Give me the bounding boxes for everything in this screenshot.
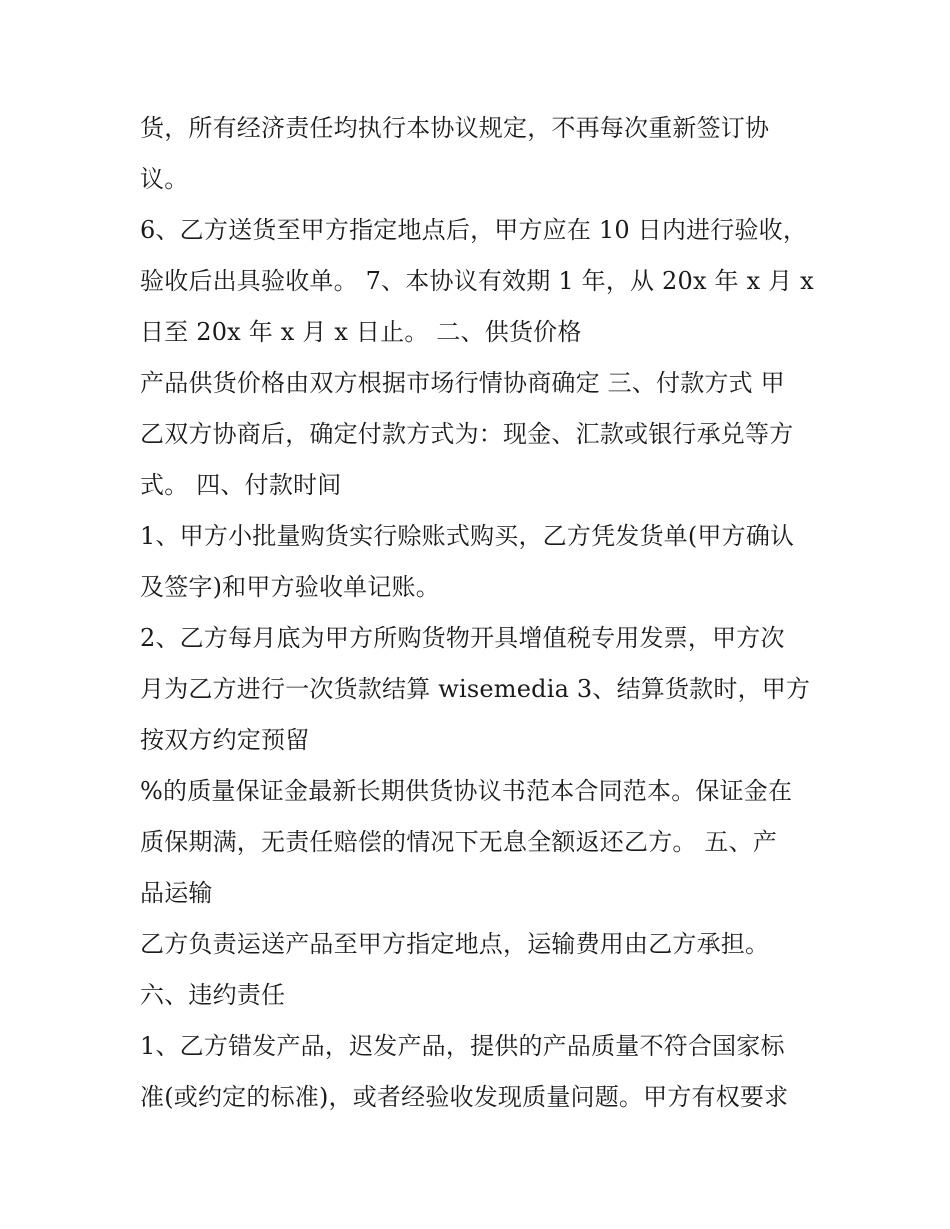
text-line: 乙双方协商后，确定付款方式为：现金、汇款或银行承兑等方 bbox=[140, 420, 794, 448]
text-line: %的质量保证金最新长期供货协议书范本合同范本。保证金在 bbox=[140, 777, 793, 805]
text-line: 乙方负责运送产品至甲方指定地点，运输费用由乙方承担。 bbox=[140, 930, 770, 958]
text-line: 品运输 bbox=[140, 879, 213, 907]
text-line: 按双方约定预留 bbox=[140, 726, 310, 754]
text-line: 六、违约责任 bbox=[140, 981, 286, 1009]
text-line: 日至 20x 年 x 月 x 日止。 二、供货价格 bbox=[140, 318, 582, 346]
text-line: 2、乙方每月底为甲方所购货物开具增值税专用发票，甲方次 bbox=[140, 624, 785, 652]
text-line: 月为乙方进行一次货款结算 wisemedia 3、结算货款时，甲方 bbox=[140, 675, 811, 703]
text-line: 议。 bbox=[140, 165, 189, 193]
text-line: 及签字)和甲方验收单记账。 bbox=[140, 573, 440, 601]
text-line: 产品供货价格由双方根据市场行情协商确定 三、付款方式 甲 bbox=[140, 369, 785, 397]
text-line: 货，所有经济责任均执行本协议规定，不再每次重新签订协 bbox=[140, 114, 770, 142]
text-line: 1、甲方小批量购货实行赊账式购买，乙方凭发货单(甲方确认 bbox=[140, 522, 795, 550]
text-line: 1、乙方错发产品，迟发产品，提供的产品质量不符合国家标 bbox=[140, 1032, 785, 1060]
text-line: 准(或约定的标准)，或者经验收发现质量问题。甲方有权要求 bbox=[140, 1083, 789, 1111]
text-line: 质保期满，无责任赔偿的情况下无息全额返还乙方。 五、产 bbox=[140, 828, 778, 856]
text-line: 式。 四、付款时间 bbox=[140, 471, 342, 499]
text-line: 6、乙方送货至甲方指定地点后，甲方应在 10 日内进行验收， bbox=[140, 216, 808, 244]
text-line: 验收后出具验收单。 7、本协议有效期 1 年，从 20x 年 x 月 x bbox=[140, 267, 814, 295]
document-body bbox=[140, 103, 820, 1123]
